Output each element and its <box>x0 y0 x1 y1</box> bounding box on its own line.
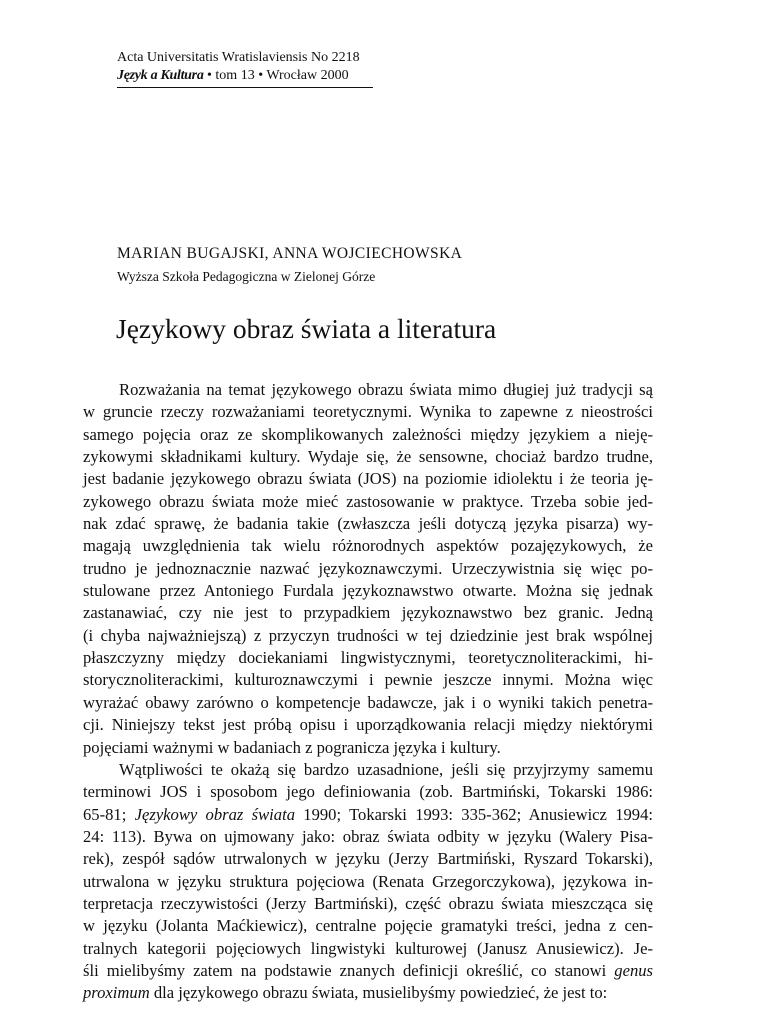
body-line: pojęciami ważnymi w badaniach z pogranicza języka i kultury. <box>83 737 501 757</box>
affiliation: Wyższa Szkoła Pedagogiczna w Zielonej Górze <box>117 269 376 284</box>
body-line: terpretacja rzeczywistości (Jerzy Bartmiński), część obrazu świata mieszcząca się <box>83 893 653 913</box>
journal-name: Język a Kultura <box>117 68 204 83</box>
body-line: Wątpliwości te okażą się bardzo uzasadnione, jeśli się przyjrzymy samemu <box>119 759 653 779</box>
body-line: rek), zespół sądów utrwalonych w języku (Jerzy Bartmiński, Ryszard Tokarski), <box>83 849 653 869</box>
body-line: w języku (Jolanta Maćkiewicz), centralne pojęcie gramatyki treści, jedna z cen- <box>83 916 653 936</box>
article-title: Językowy obraz świata a literatura <box>116 313 497 344</box>
article-body <box>83 379 653 1005</box>
body-line: samego pojęcia oraz ze skomplikowanych zależności między językiem a nieję- <box>83 424 653 444</box>
journal-line <box>117 67 373 88</box>
body-text-segment: 65-81; <box>83 804 135 824</box>
body-line: wyrażać obawy zarówno o kompetencje badawcze, jak i o wyniki takich penetra- <box>83 692 653 712</box>
italic-term: genus <box>614 960 653 980</box>
body-text-segment: dla językowego obrazu świata, musielibyśmy powiedzieć, że jest to: <box>149 983 608 1003</box>
authors: MARIAN BUGAJSKI, ANNA WOJCIECHOWSKA <box>117 245 463 262</box>
body-line: cji. Niniejszy tekst jest próbą opisu i uporządkowania relacji między niektórymi <box>83 715 653 735</box>
body-line: magają uwzględnienia tak wielu różnorodnych aspektów pozajęzykowych, że <box>83 536 653 556</box>
body-line: trudno je jednoznacznie nazwać językoznawczymi. Urzeczywistnia się więc po- <box>83 558 653 578</box>
body-line: jest badanie językowego obrazu świata (JOS) na poziomie idiolektu i że teoria ję- <box>83 469 653 489</box>
body-line: 24: 113). Bywa on ujmowany jako: obraz świata odbity w języku (Walery Pisa- <box>83 826 653 846</box>
body-line: terminowi JOS i sposobom jego definiowania (zob. Bartmiński, Tokarski 1986: <box>83 782 653 802</box>
body-line: storycznoliterackimi, kulturoznawczymi i pewnie jeszcze innymi. Można więc <box>83 670 653 690</box>
body-line-with-italic <box>83 804 653 826</box>
body-line: Rozważania na temat językowego obrazu świata mimo długiej już tradycji są <box>119 380 653 399</box>
body-text-segment: 1990; Tokarski 1993: 335-362; Anusiewicz 1994: <box>295 804 653 824</box>
body-line-with-italic <box>83 960 653 982</box>
body-line-with-italic <box>83 982 653 1004</box>
body-text-segment: śli mielibyśmy zatem na podstawie znanych definicji określić, co stanowi <box>83 960 615 980</box>
body-line: utrwalona w języku struktura pojęciowa (Renata Grzegorczykowa), językowa in- <box>83 871 653 891</box>
italic-term: proximum <box>83 983 150 1003</box>
body-line: w gruncie rzeczy rozważaniami teoretycznymi. Wynika to zapewne z nieostrości <box>83 402 653 422</box>
body-line: zykowymi składnikami kultury. Wydaje się, że sensowne, chociaż bardzo trudne, <box>83 447 653 467</box>
body-line: nak zdać sprawę, że badania takie (zwłaszcza jeśli dotyczą języka pisarza) wy- <box>83 514 653 534</box>
journal-details: • tom 13 • Wrocław 2000 <box>203 68 349 83</box>
body-line: stulowane przez Antoniego Furdala językoznawstwo otwarte. Można się jednak <box>83 581 653 601</box>
body-line: (i chyba najważniejszą) z przyczyn trudności w tej dziedzinie jest brak wspólnej <box>83 625 653 645</box>
body-line: zykowego obrazu świata może mieć zastosowanie w praktyce. Trzeba sobie jed- <box>83 491 653 511</box>
italic-title-reference: Językowy obraz świata <box>134 804 295 824</box>
journal-header <box>117 49 373 88</box>
body-line: płaszczyzny między dociekaniami lingwistycznymi, teoretycznoliterackimi, hi- <box>83 648 653 668</box>
body-line: tralnych kategorii pojęciowych lingwistyki kulturowej (Janusz Anusiewicz). Je- <box>83 938 653 958</box>
body-line: zastanawiać, czy nie jest to przypadkiem językoznawstwo bez granic. Jedną <box>83 603 653 623</box>
series-line: Acta Universitatis Wratislaviensis No 2218 <box>117 50 360 65</box>
